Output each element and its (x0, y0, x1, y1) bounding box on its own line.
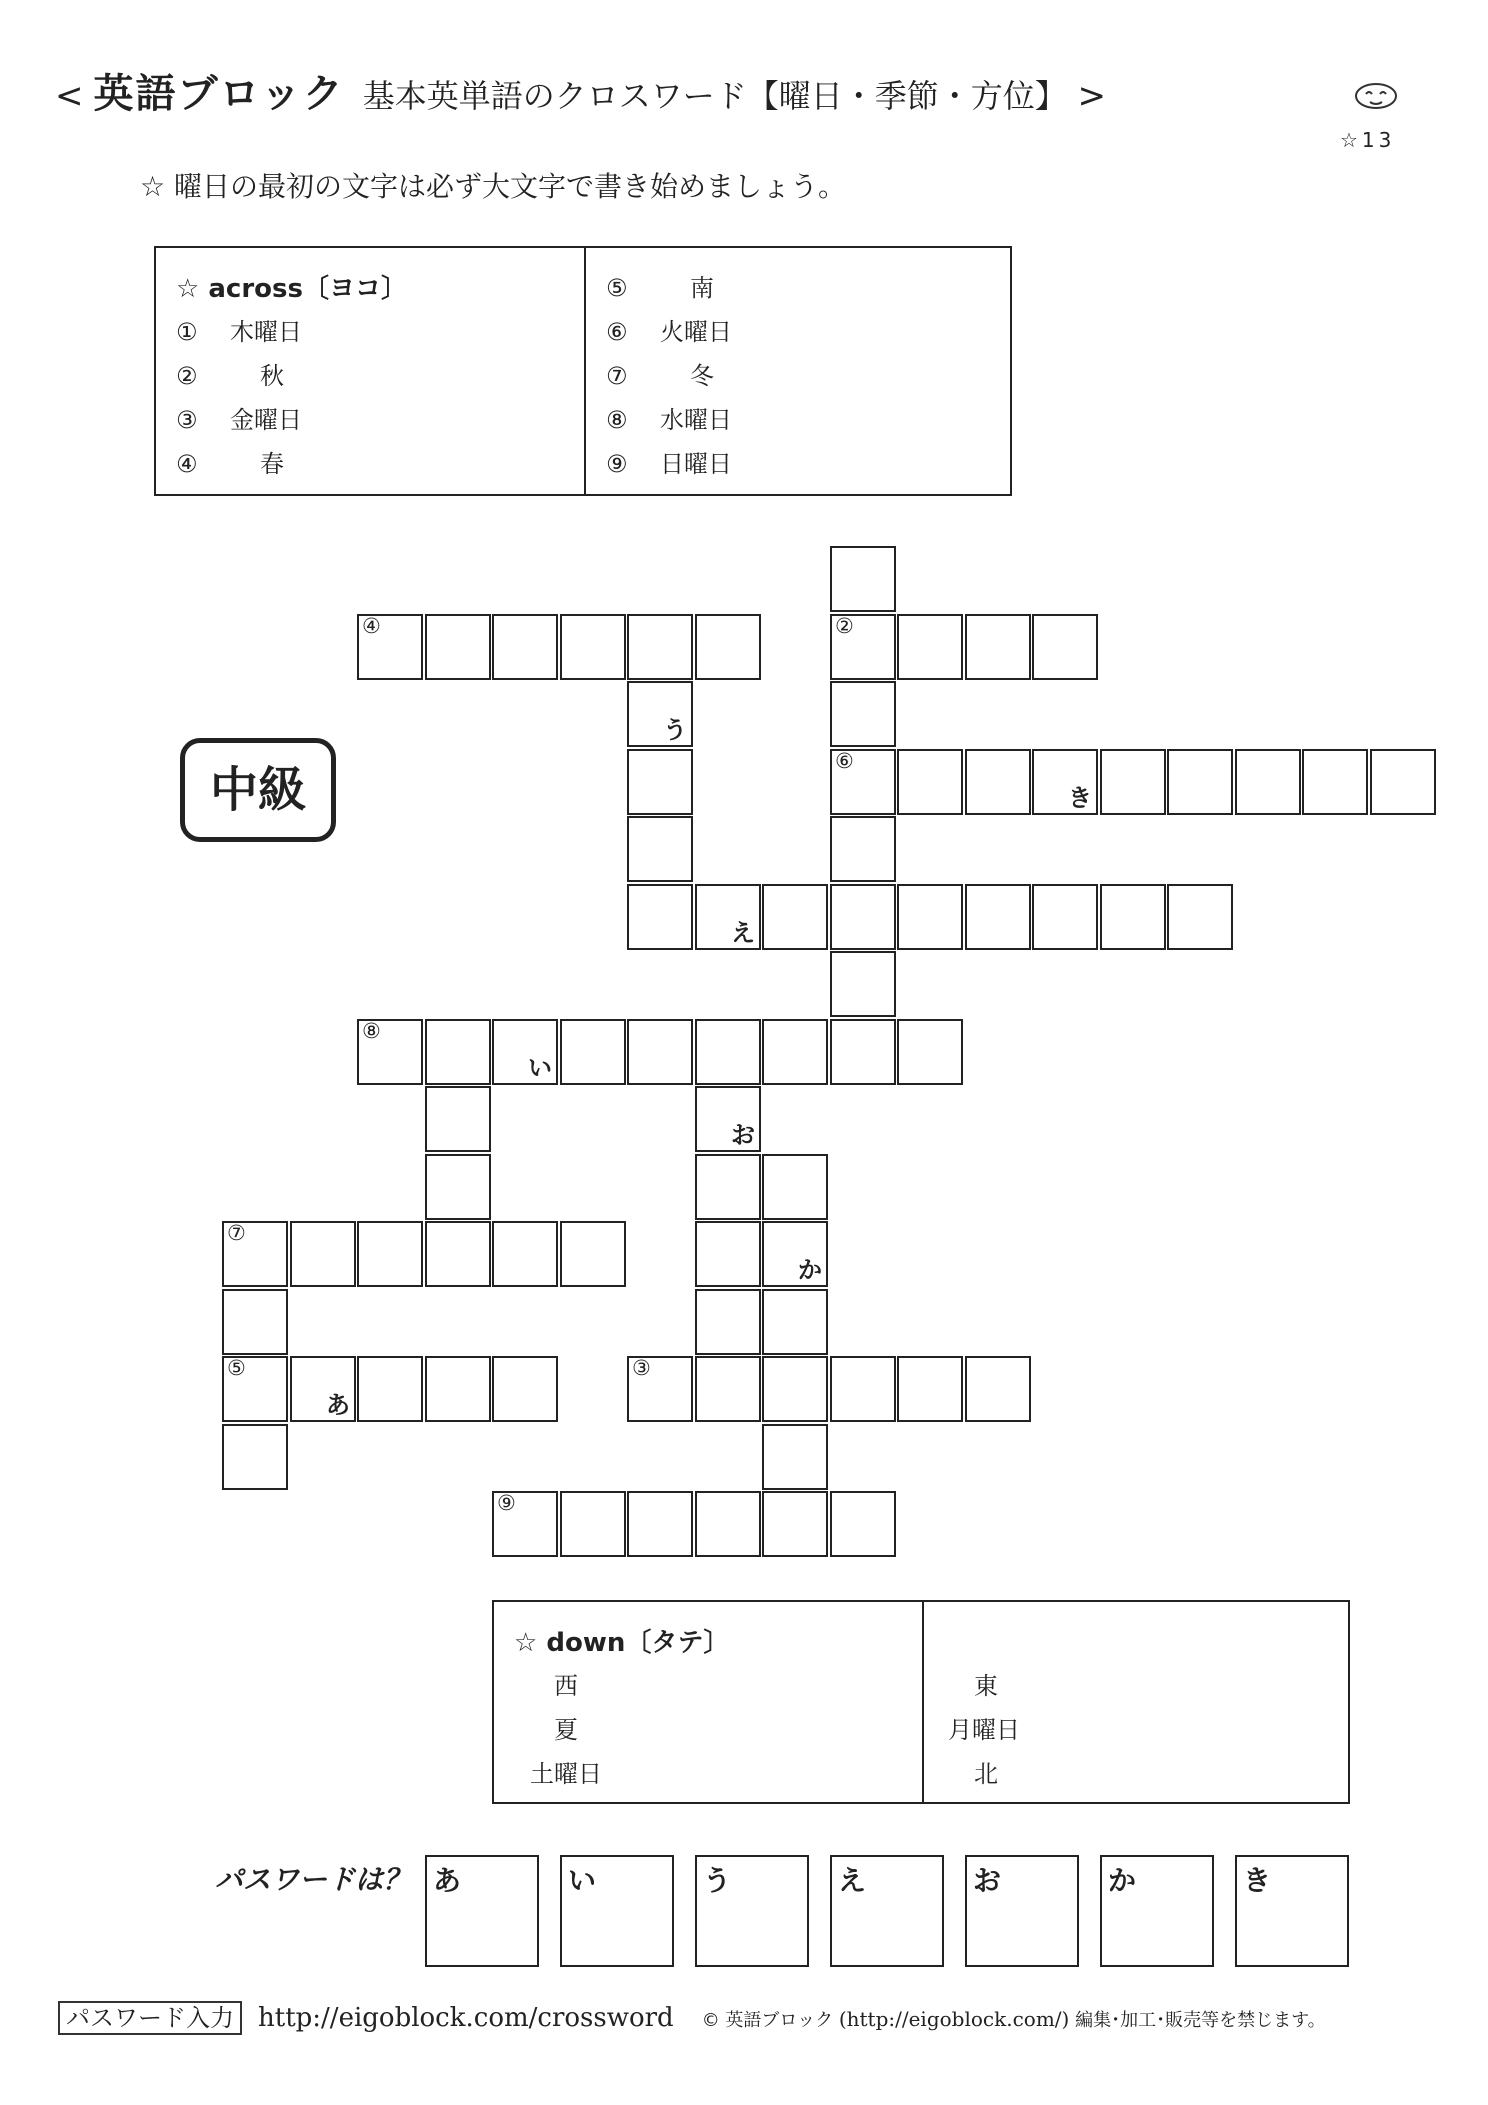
across-clue: ⑦ 冬 (606, 362, 714, 390)
down-clue: 西 (554, 1672, 578, 1700)
down-clue: 夏 (554, 1716, 578, 1744)
level-badge: 中級 (180, 738, 336, 842)
crossword-cell[interactable] (762, 1019, 828, 1085)
crossword-cell[interactable] (357, 1019, 423, 1085)
crossword-cell[interactable] (762, 1154, 828, 1220)
crossword-cell[interactable] (830, 681, 896, 747)
crossword-cell[interactable] (897, 749, 963, 815)
crossword-cell[interactable] (762, 884, 828, 950)
crossword-cell[interactable] (560, 1491, 626, 1557)
crossword-cell[interactable] (627, 1491, 693, 1557)
crossword-cell[interactable] (1167, 749, 1233, 815)
across-col-right (586, 248, 1010, 494)
crossword-cell[interactable] (425, 1086, 491, 1152)
crossword-cell[interactable] (222, 1356, 288, 1422)
password-letter-marker: え (731, 919, 755, 947)
across-clue: ⑥ 火曜日 (606, 318, 732, 346)
clue-number: ⑤ (227, 1356, 246, 1380)
crossword-cell[interactable] (897, 614, 963, 680)
down-col-right (924, 1602, 1348, 1802)
down-clue: 東 (974, 1672, 998, 1700)
across-clue: ⑧ 水曜日 (606, 406, 732, 434)
crossword-cell[interactable] (290, 1356, 356, 1422)
password-box[interactable]: き (1235, 1855, 1349, 1967)
crossword-cell[interactable] (492, 1019, 558, 1085)
crossword-cell[interactable] (425, 614, 491, 680)
clue-number: ⑥ (835, 749, 854, 773)
across-clue: ② 秋 (176, 362, 284, 390)
password-label: パスワードは？ (215, 1863, 412, 1896)
crossword-cell[interactable] (627, 1019, 693, 1085)
across-heading: ☆ across〔ヨコ〕 (176, 274, 407, 304)
password-box[interactable]: い (560, 1855, 674, 1967)
crossword-cell[interactable] (965, 749, 1031, 815)
crossword-cell[interactable] (695, 884, 761, 950)
clue-number: ② (835, 614, 854, 638)
crossword-cell[interactable] (695, 1019, 761, 1085)
crossword-cell[interactable] (1032, 884, 1098, 950)
footer (58, 1998, 1326, 2033)
crossword-cell[interactable] (425, 1221, 491, 1287)
crossword-cell[interactable] (830, 951, 896, 1017)
crossword-cell[interactable] (627, 614, 693, 680)
across-clue: ⑤ 南 (606, 274, 714, 302)
crossword-cell[interactable] (357, 1356, 423, 1422)
password-box[interactable]: あ (425, 1855, 539, 1967)
crossword-cell[interactable] (897, 1019, 963, 1085)
crossword-cell[interactable] (560, 1019, 626, 1085)
crossword-cell[interactable] (830, 816, 896, 882)
crossword-cell[interactable] (965, 1356, 1031, 1422)
crossword-cell[interactable] (290, 1221, 356, 1287)
crossword-cell[interactable] (965, 884, 1031, 950)
password-letter-marker: お (731, 1121, 755, 1149)
password-letter-marker: か (798, 1256, 822, 1284)
across-clue: ④ 春 (176, 450, 284, 478)
crossword-cell[interactable] (897, 884, 963, 950)
crossword-cell[interactable] (560, 1221, 626, 1287)
page-header (55, 62, 1106, 119)
instruction-text: ☆ 曜日の最初の文字は必ず大文字で書き始めましょう。 (140, 170, 847, 203)
crossword-cell[interactable] (830, 749, 896, 815)
password-letter-marker: い (528, 1054, 552, 1082)
password-box[interactable]: え (830, 1855, 944, 1967)
clue-number: ⑧ (362, 1019, 381, 1043)
crossword-cell[interactable] (897, 1356, 963, 1422)
crossword-cell[interactable] (1032, 749, 1098, 815)
crossword-cell[interactable] (695, 1221, 761, 1287)
crossword-cell[interactable] (695, 1086, 761, 1152)
crossword-cell[interactable] (762, 1289, 828, 1355)
crossword-cell[interactable] (425, 1154, 491, 1220)
crossword-cell[interactable] (1100, 884, 1166, 950)
crossword-cell[interactable] (492, 1221, 558, 1287)
crossword-cell[interactable] (1167, 884, 1233, 950)
crossword-cell[interactable] (357, 1221, 423, 1287)
crossword-cell[interactable] (627, 1356, 693, 1422)
crossword-cell[interactable] (222, 1289, 288, 1355)
copyright-text: © 英語ブロック (http://eigoblock.com/) 編集･加工･販売等を禁じます。 (701, 2007, 1326, 2031)
header-lt: < (55, 76, 84, 116)
clue-number: ⑦ (227, 1221, 246, 1245)
password-letter-marker: あ (326, 1391, 350, 1419)
crossword-cell[interactable] (425, 1356, 491, 1422)
crossword-cell[interactable] (695, 1356, 761, 1422)
crossword-cell[interactable] (560, 614, 626, 680)
crossword-url-link[interactable]: http://eigoblock.com/crossword (258, 2003, 674, 2033)
page-number: ☆13 (1340, 128, 1396, 152)
across-clue: ③ 金曜日 (176, 406, 302, 434)
crossword-cell[interactable] (1370, 749, 1436, 815)
across-col-left (156, 248, 586, 494)
crossword-cell[interactable] (1235, 749, 1301, 815)
across-clue: ① 木曜日 (176, 318, 302, 346)
header-gt: > (1077, 76, 1107, 116)
down-clue: 土曜日 (530, 1760, 602, 1788)
clue-number: ③ (632, 1356, 651, 1380)
down-heading: ☆ down〔タテ〕 (514, 1628, 730, 1658)
down-clue: 月曜日 (948, 1716, 1020, 1744)
crossword-cell[interactable] (695, 614, 761, 680)
crossword-cell[interactable] (627, 749, 693, 815)
crossword-cell[interactable] (762, 1491, 828, 1557)
brand-title: 英語ブロック (93, 71, 345, 117)
crossword-cell[interactable] (425, 1019, 491, 1085)
crossword-cell[interactable] (1100, 749, 1166, 815)
crossword-cell[interactable] (222, 1424, 288, 1490)
down-clue: 北 (974, 1760, 998, 1788)
password-box[interactable]: お (965, 1855, 1079, 1967)
clue-number: ④ (362, 614, 381, 638)
crossword-cell[interactable] (830, 884, 896, 950)
crossword-cell[interactable] (627, 884, 693, 950)
crossword-cell[interactable] (762, 1356, 828, 1422)
crossword-cell[interactable] (627, 681, 693, 747)
crossword-cell[interactable] (222, 1221, 288, 1287)
password-box[interactable]: か (1100, 1855, 1214, 1967)
crossword-cell[interactable] (492, 1491, 558, 1557)
crossword-cell[interactable] (830, 1356, 896, 1422)
crossword-cell[interactable] (830, 614, 896, 680)
clue-number: ⑨ (497, 1491, 516, 1515)
crossword-cell[interactable] (492, 614, 558, 680)
down-clue-box (492, 1600, 1350, 1804)
worksheet-subtitle: 基本英単語のクロスワード【曜日・季節・方位】 (362, 77, 1067, 115)
crossword-cell[interactable] (357, 614, 423, 680)
password-box[interactable]: う (695, 1855, 809, 1967)
crossword-cell[interactable] (695, 1154, 761, 1220)
crossword-cell[interactable] (695, 1491, 761, 1557)
down-col-left (494, 1602, 924, 1802)
crossword-cell[interactable] (627, 816, 693, 882)
password-letter-marker: う (663, 716, 687, 744)
crossword-cell[interactable] (965, 614, 1031, 680)
crossword-cell[interactable] (830, 1491, 896, 1557)
crossword-cell[interactable] (1302, 749, 1368, 815)
crossword-cell[interactable] (695, 1289, 761, 1355)
crossword-cell[interactable] (762, 1424, 828, 1490)
across-clue: ⑨ 日曜日 (606, 450, 732, 478)
password-letter-marker: き (1068, 784, 1092, 812)
crossword-cell[interactable] (1032, 614, 1098, 680)
crossword-cell[interactable] (830, 1019, 896, 1085)
password-entry-button[interactable]: パスワード入力 (58, 2001, 242, 2035)
crossword-cell[interactable] (830, 546, 896, 612)
face-logo-icon (1352, 80, 1400, 112)
crossword-cell[interactable] (762, 1221, 828, 1287)
crossword-cell[interactable] (492, 1356, 558, 1422)
across-clue-box (154, 246, 1012, 496)
